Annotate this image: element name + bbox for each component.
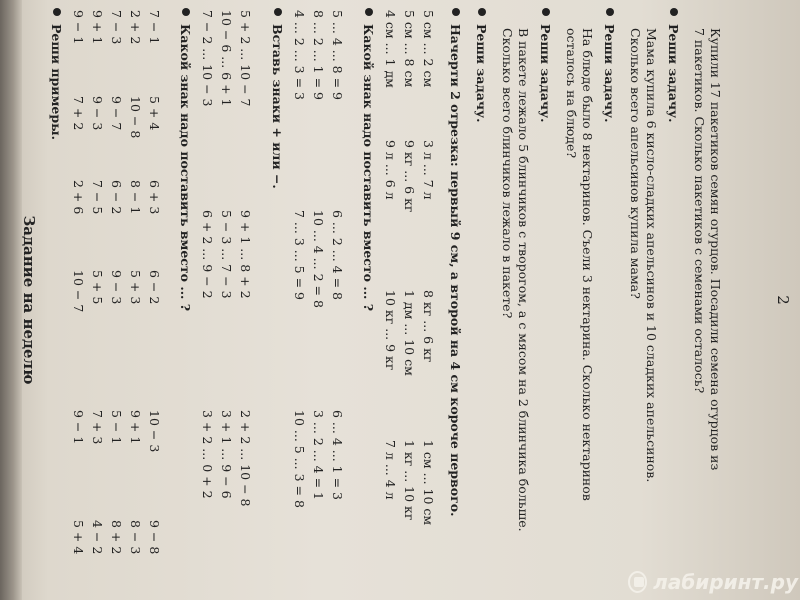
bullet-icon <box>365 8 373 16</box>
examples-row: 9 − 1 7 + 2 2 + 6 10 − 7 9 − 1 5 + 4 <box>71 10 86 555</box>
section-heading: Какой знак надо поставить вместо ... ? <box>177 8 193 311</box>
page-number: 2 <box>774 295 792 305</box>
page-title: Задание на неделю <box>20 215 38 385</box>
task-text: В пакете лежало 5 блинчиков с творогом, а с мясом на 2 блинчика больше. Сколько всего блинчиков лежало в пакете? <box>500 28 531 532</box>
compare-row: 7 − 2 ... 10 − 3 6 + 2 ... 9 − 2 3 + 2 ... 0 + 2 <box>200 10 215 499</box>
task-text: Купили 17 пакетиков семян огурцов. Посадили семена огурцов из 7 пакетиков. Сколько пакетиков с семенами осталось? <box>692 28 723 471</box>
examples-row: 9 + 1 9 − 3 7 − 5 5 + 5 7 + 3 4 − 2 <box>90 10 105 555</box>
watermark: лабиринт.ру <box>628 568 798 596</box>
compare-row: 10 − 6 ... 6 + 1 5 − 3 ... 7 − 3 3 + 1 ... 9 − 6 <box>219 10 234 499</box>
bullet-icon <box>606 8 614 16</box>
section-heading: Начерти 2 отрезка: первый 9 см, а второй на 4 см короче первого. <box>447 8 463 516</box>
examples-row: 2 + 2 10 − 8 8 − 1 5 + 3 9 + 1 8 − 3 <box>128 10 143 555</box>
task-heading: Реши задачу. <box>601 8 617 122</box>
units-row: 4 см ... 1 дм 9 л ... 6 л 10 кг ... 9 кг 7 л ... 4 л <box>383 10 398 500</box>
bullet-icon <box>53 8 61 16</box>
signs-row: 8 ... 2 ... 1 = 9 10 ... 4 ... 2 = 8 3 ... 2 ... 4 = 1 <box>311 10 326 500</box>
signs-row: 5 ... 4 ... 8 = 9 6 ... 2 ... 4 = 8 6 ... 4 ... 1 = 3 <box>330 10 345 500</box>
task-heading: Реши задачу. <box>665 8 681 122</box>
examples-row: 7 − 3 9 − 7 6 − 2 9 − 3 5 − 1 8 + 2 <box>109 10 124 555</box>
compare-row: 5 + 2 ... 10 − 7 9 + 1 ... 8 + 2 2 + 2 ... 10 − 8 <box>238 10 253 507</box>
units-row: 5 см ... 8 см 9 кг ... 6 кг 1 дм ... 10 см 1 кг ... 10 кг <box>402 10 417 521</box>
task-heading: Реши задачу. <box>473 8 489 122</box>
task-text: Мама купила 6 кисло-сладких апельсинов и 10 сладких апельсинов. Сколько всего апельсинов купила мама? <box>628 28 659 483</box>
bullet-icon <box>542 8 550 16</box>
task-text: На блюде было 8 нектаринов. Съели 3 нектарина. Сколько нектаринов осталось на блюде? <box>564 28 595 501</box>
bullet-icon <box>670 8 678 16</box>
bullet-icon <box>274 8 282 16</box>
bullet-icon <box>452 8 460 16</box>
section-heading: Вставь знаки + или −. <box>269 8 285 189</box>
units-row: 5 см ... 2 см 3 л ... 7 л 8 кг ... 6 кг 1 см ... 10 см <box>421 10 436 526</box>
section-heading: Реши примеры. <box>48 8 64 140</box>
task-heading: Реши задачу. <box>537 8 553 122</box>
section-heading: Какой знак надо поставить вместо ... ? <box>360 8 376 311</box>
bullet-icon <box>478 8 486 16</box>
bullet-icon <box>182 8 190 16</box>
labirint-logo-icon <box>628 571 647 593</box>
examples-row: 7 − 1 5 + 4 6 + 3 6 − 2 10 − 3 9 − 8 <box>147 10 162 555</box>
signs-row: 4 ... 2 ... 3 = 3 7 ... 3 ... 5 = 9 10 ... 5 ... 3 = 8 <box>292 10 307 508</box>
